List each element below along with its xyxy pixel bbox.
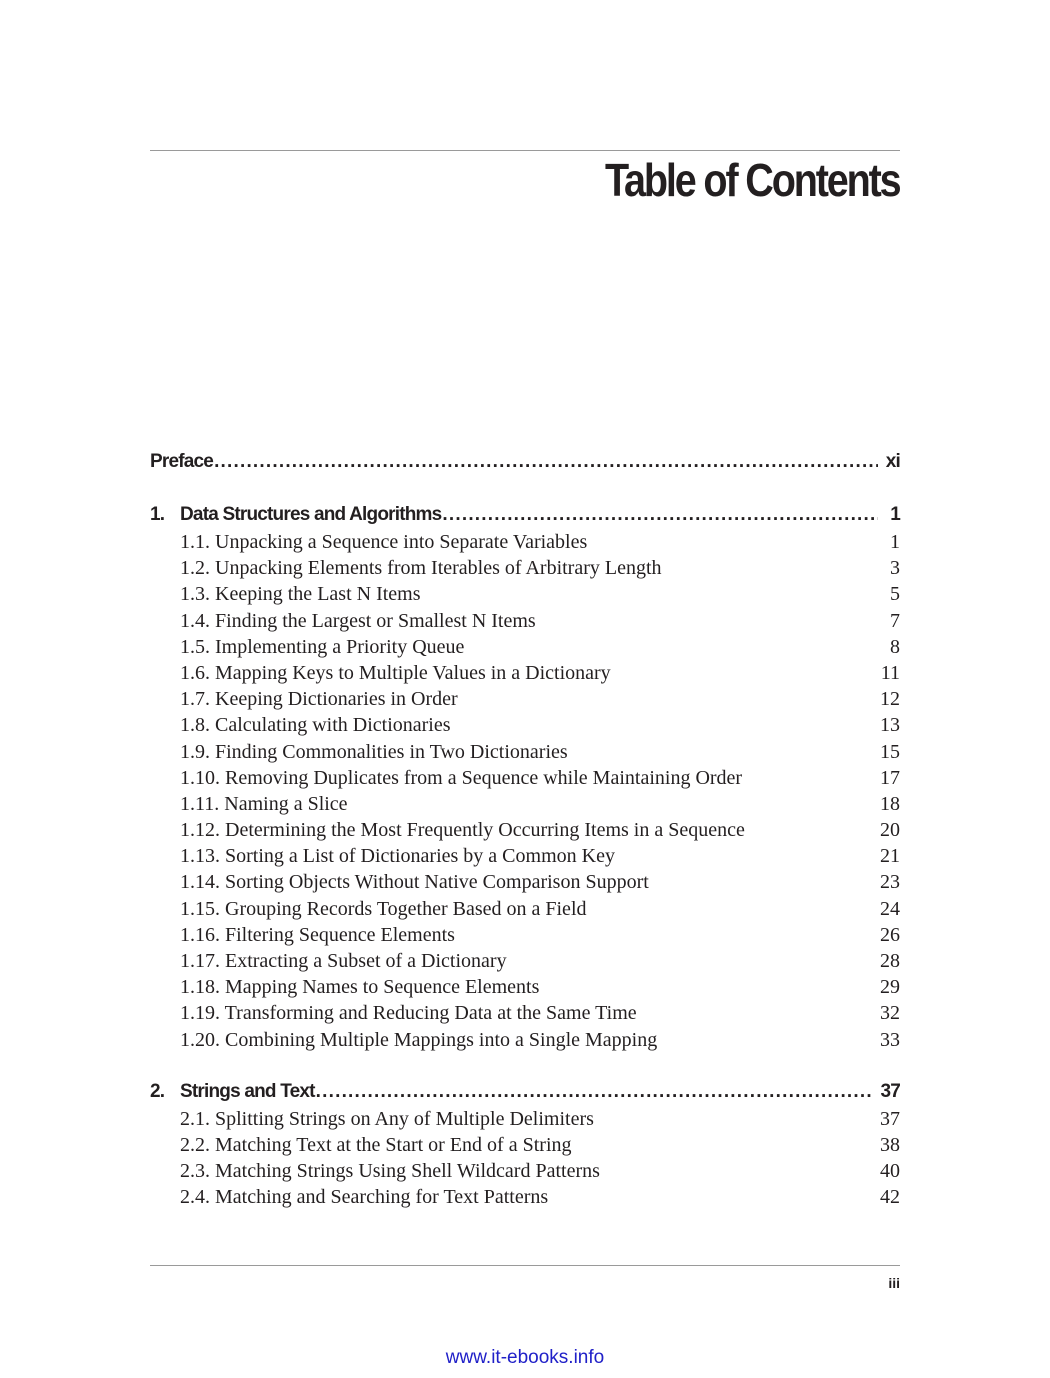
section-page: 23 — [880, 871, 900, 894]
section-title: 1.20. Combining Multiple Mappings into a Single Mapping — [180, 1028, 658, 1051]
toc-section-entry[interactable] — [150, 817, 900, 843]
table-of-contents — [150, 448, 900, 1211]
chapter-number: 1. — [150, 504, 165, 525]
toc-section-entry[interactable] — [150, 1184, 900, 1210]
toc-section-entry[interactable] — [150, 686, 900, 712]
toc-entry-title: Preface — [150, 451, 214, 472]
toc-section-entry[interactable] — [150, 1000, 900, 1026]
toc-section-entry[interactable] — [150, 1158, 900, 1184]
section-page: 11 — [880, 661, 900, 684]
section-title: 1.10. Removing Duplicates from a Sequence while Maintaining Order — [180, 766, 743, 789]
toc-section-entry[interactable] — [150, 581, 900, 607]
toc-section-entry[interactable] — [150, 869, 900, 895]
section-title: 1.18. Mapping Names to Sequence Elements — [180, 976, 540, 999]
toc-section-entry[interactable] — [150, 843, 900, 869]
bottom-rule — [150, 1265, 900, 1266]
chapter-title: Strings and Text — [180, 1080, 315, 1102]
toc-chapter-entry[interactable] — [150, 1078, 900, 1106]
section-page: 28 — [880, 950, 900, 972]
section-title: 1.6. Mapping Keys to Multiple Values in a Dictionary — [180, 661, 611, 684]
toc-spacer — [150, 476, 900, 501]
section-title: 1.15. Grouping Records Together Based on a Field — [180, 897, 587, 920]
section-page: 18 — [880, 792, 900, 815]
section-title: 1.5. Implementing a Priority Queue — [180, 635, 465, 658]
toc-section-entry[interactable] — [150, 712, 900, 738]
section-page: 38 — [880, 1133, 900, 1156]
section-title: 1.1. Unpacking a Sequence into Separate Variables — [180, 531, 588, 553]
toc-section-entry[interactable] — [150, 896, 900, 922]
toc-section-entry[interactable] — [150, 1027, 900, 1053]
section-title: 1.19. Transforming and Reducing Data at the Same Time — [180, 1002, 637, 1025]
section-title: 1.3. Keeping the Last N Items — [180, 583, 421, 606]
section-title: 2.3. Matching Strings Using Shell Wildcard Patterns — [180, 1160, 600, 1183]
section-title: 2.2. Matching Text at the Start or End of a String — [180, 1133, 572, 1156]
toc-section-entry[interactable] — [150, 634, 900, 660]
toc-entry-preface[interactable] — [150, 448, 900, 476]
section-page: 21 — [880, 845, 900, 868]
section-page: 1 — [890, 531, 900, 553]
section-title: 1.13. Sorting a List of Dictionaries by a Common Key — [180, 845, 615, 868]
section-page: 33 — [880, 1028, 900, 1051]
page-title: Table of Contents — [605, 154, 900, 206]
section-page: 32 — [880, 1002, 900, 1025]
footer-link[interactable]: www.it-ebooks.info — [445, 1347, 605, 1368]
toc-section-entry[interactable] — [150, 922, 900, 948]
section-page: 12 — [880, 688, 900, 711]
toc-section-entry[interactable] — [150, 529, 900, 555]
section-title: 1.8. Calculating with Dictionaries — [180, 714, 451, 737]
toc-section-entry[interactable] — [150, 1106, 900, 1132]
chapter-page: 37 — [880, 1080, 900, 1102]
section-title: 1.17. Extracting a Subset of a Dictionary — [180, 950, 507, 972]
section-title: 1.16. Filtering Sequence Elements — [180, 923, 455, 946]
section-page: 7 — [890, 609, 900, 632]
chapter-number: 2. — [150, 1080, 165, 1102]
toc-section-entry[interactable] — [150, 948, 900, 974]
section-page: 20 — [880, 819, 900, 842]
section-page: 8 — [890, 635, 900, 658]
toc-spacer — [150, 1053, 900, 1078]
section-page: 37 — [880, 1107, 900, 1130]
section-title: 1.4. Finding the Largest or Smallest N Items — [180, 609, 536, 632]
section-page: 26 — [880, 923, 900, 946]
dot-leader — [316, 1078, 873, 1106]
toc-section-entry[interactable] — [150, 974, 900, 1000]
section-page: 3 — [890, 557, 900, 580]
section-title: 1.12. Determining the Most Frequently Occurring Items in a Sequence — [180, 819, 745, 842]
toc-section-entry[interactable] — [150, 555, 900, 581]
section-title: 1.14. Sorting Objects Without Native Comparison Support — [180, 871, 649, 894]
chapter-page: 1 — [890, 504, 900, 525]
toc-section-entry[interactable] — [150, 1132, 900, 1158]
dot-leader — [442, 501, 878, 529]
toc-section-entry[interactable] — [150, 739, 900, 765]
section-page: 42 — [880, 1186, 900, 1209]
chapter-title: Data Structures and Algorithms — [180, 504, 442, 525]
toc-chapter-entry[interactable] — [150, 501, 900, 529]
section-page: 40 — [880, 1160, 900, 1183]
page-number: iii — [888, 1275, 900, 1291]
dot-leader — [214, 448, 878, 476]
section-page: 17 — [880, 766, 900, 789]
section-title: 1.11. Naming a Slice — [180, 792, 348, 815]
section-page: 13 — [880, 714, 900, 737]
section-page: 5 — [890, 583, 900, 606]
section-page: 15 — [880, 740, 900, 763]
section-page: 29 — [880, 976, 900, 999]
section-page: 24 — [880, 897, 900, 920]
section-title: 1.7. Keeping Dictionaries in Order — [180, 688, 458, 711]
toc-section-entry[interactable] — [150, 791, 900, 817]
toc-section-entry[interactable] — [150, 608, 900, 634]
toc-entry-page: xi — [885, 451, 900, 472]
section-title: 1.2. Unpacking Elements from Iterables of Arbitrary Length — [180, 557, 662, 580]
toc-section-entry[interactable] — [150, 765, 900, 791]
section-title: 1.9. Finding Commonalities in Two Dictionaries — [180, 740, 568, 763]
section-title: 2.1. Splitting Strings on Any of Multiple Delimiters — [180, 1107, 594, 1130]
section-title: 2.4. Matching and Searching for Text Patterns — [180, 1186, 549, 1209]
toc-section-entry[interactable] — [150, 660, 900, 686]
